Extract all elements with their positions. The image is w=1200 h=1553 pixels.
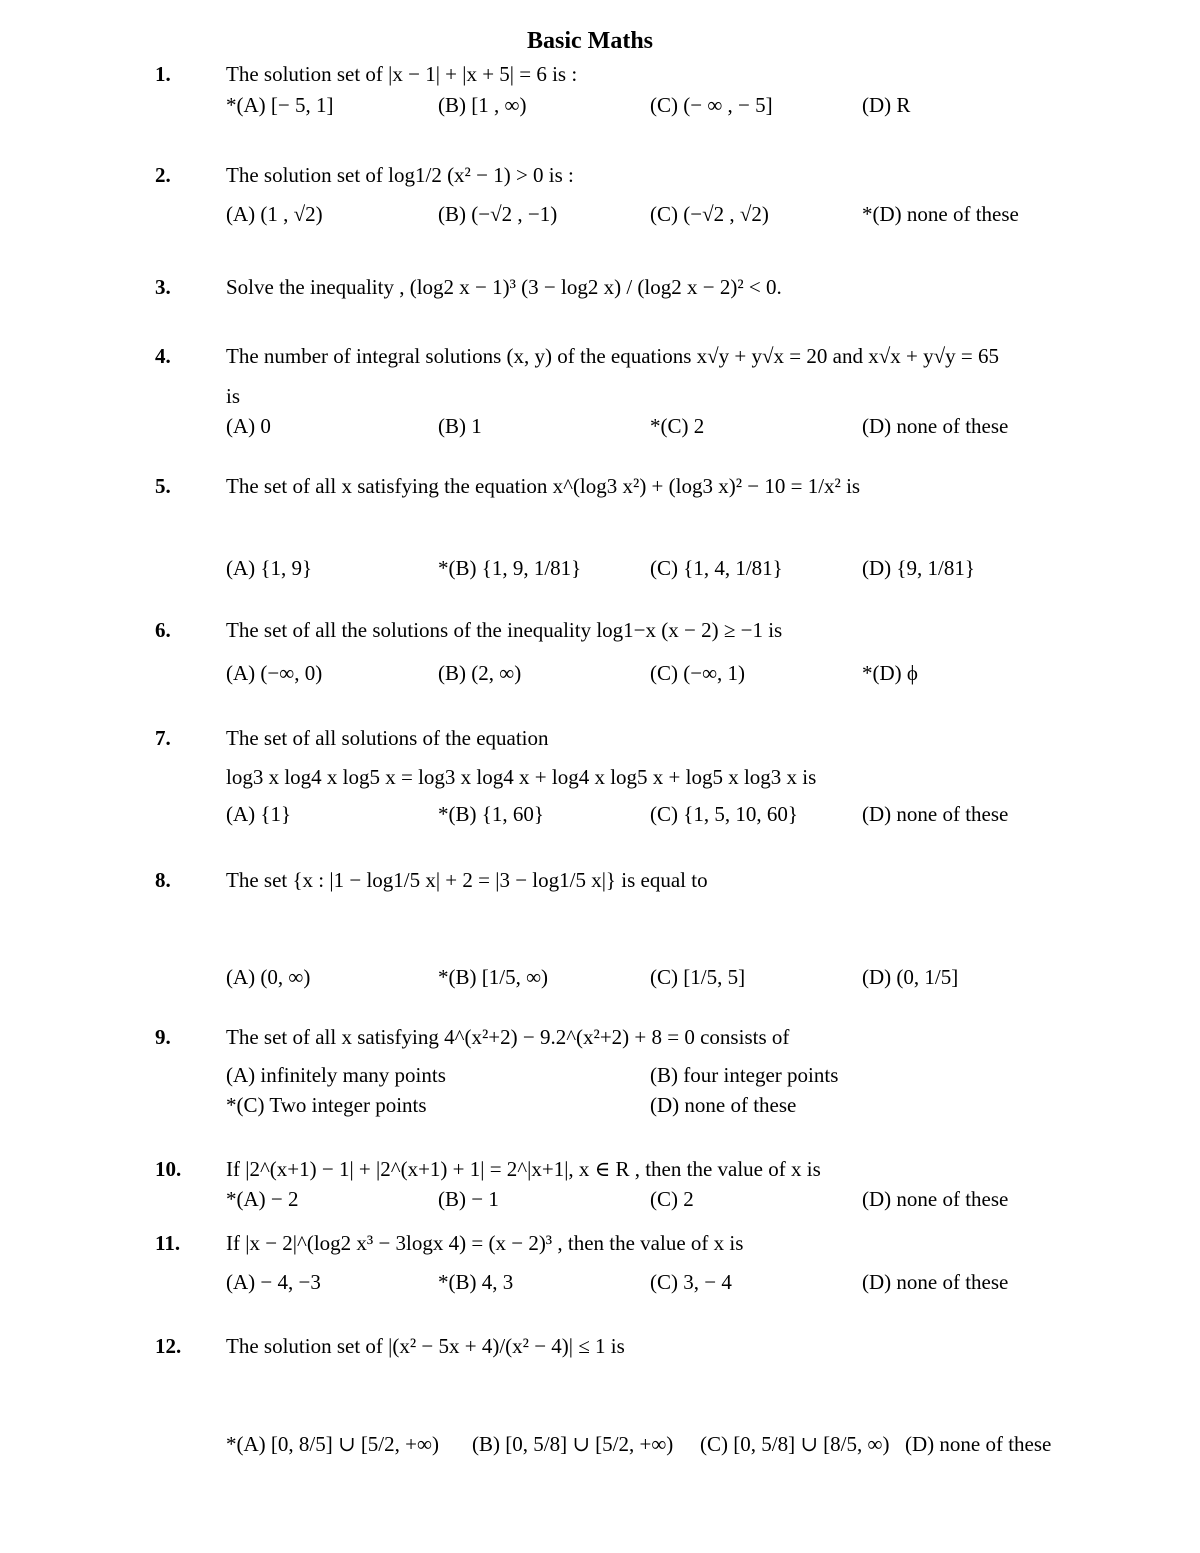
option-c: (C) (−√2 , √2) [650, 202, 769, 226]
question-number: 6. [155, 618, 171, 642]
option-a: (A) 0 [226, 414, 271, 438]
option-c: *(C) 2 [650, 414, 705, 438]
question-number: 5. [155, 474, 171, 498]
option-b: (B) [1 , ∞) [438, 93, 527, 117]
question-text: The solution set of |(x² − 5x + 4)/(x² − 4)| ≤ 1 is [226, 1334, 625, 1358]
option-b: (B) − 1 [438, 1187, 499, 1211]
option-d: (D) none of these [862, 1270, 1009, 1294]
question-text: If |x − 2|^(log2 x³ − 3logx 4) = (x − 2)³ , then the value of x is [226, 1231, 744, 1255]
option-b: (B) four integer points [650, 1063, 839, 1087]
question-number: 10. [155, 1157, 182, 1181]
question-number: 9. [155, 1025, 171, 1049]
option-c: (C) [0, 5/8] ∪ [8/5, ∞) [700, 1432, 890, 1456]
option-c: (C) 3, − 4 [650, 1270, 732, 1294]
option-c: (C) (− ∞ , − 5] [650, 93, 773, 117]
option-c: (C) (−∞, 1) [650, 661, 746, 685]
option-d: (D) R [862, 93, 911, 117]
option-d: (D) (0, 1/5] [862, 965, 959, 989]
option-b: (B) (−√2 , −1) [438, 202, 558, 226]
option-c: (C) 2 [650, 1187, 694, 1211]
question-text: The solution set of log1/2 (x² − 1) > 0 is : [226, 163, 574, 187]
option-a: (A) infinitely many points [226, 1063, 446, 1087]
option-a: *(A) [0, 8/5] ∪ [5/2, +∞) [226, 1432, 439, 1456]
option-d: (D) none of these [650, 1093, 797, 1117]
question-text: The set of all solutions of the equation [226, 726, 549, 750]
option-c: *(C) Two integer points [226, 1093, 427, 1117]
question-number: 11. [155, 1231, 181, 1255]
question-number: 7. [155, 726, 171, 750]
option-d: *(D) ϕ [862, 661, 918, 685]
option-b: *(B) {1, 9, 1/81} [438, 556, 582, 580]
page-title: Basic Maths [527, 28, 653, 54]
option-d: (D) none of these [905, 1432, 1052, 1456]
question-text-continued: log3 x log4 x log5 x = log3 x log4 x + log4 x log5 x + log5 x log3 x is [226, 765, 817, 789]
option-c: (C) {1, 4, 1/81} [650, 556, 783, 580]
option-a: (A) (0, ∞) [226, 965, 311, 989]
question-number: 1. [155, 62, 171, 86]
option-d: (D) none of these [862, 802, 1009, 826]
question-text: The number of integral solutions (x, y) of the equations x√y + y√x = 20 and x√x + y√y = 65 [226, 344, 999, 368]
option-b: (B) [0, 5/8] ∪ [5/2, +∞) [472, 1432, 674, 1456]
option-b: *(B) [1/5, ∞) [438, 965, 549, 989]
question-text: If |2^(x+1) − 1| + |2^(x+1) + 1| = 2^|x+1|, x ∈ R , then the value of x is [226, 1157, 821, 1181]
option-d: (D) none of these [862, 414, 1009, 438]
option-a: (A) (−∞, 0) [226, 661, 323, 685]
option-d: (D) {9, 1/81} [862, 556, 975, 580]
question-text: The set {x : |1 − log1/5 x| + 2 = |3 − log1/5 x|} is equal to [226, 868, 708, 892]
option-d: *(D) none of these [862, 202, 1019, 226]
option-a: *(A) − 2 [226, 1187, 299, 1211]
question-number: 8. [155, 868, 171, 892]
question-text: The solution set of |x − 1| + |x + 5| = 6 is : [226, 62, 578, 86]
question-text: The set of all x satisfying the equation x^(log3 x²) + (log3 x)² − 10 = 1/x² is [226, 474, 861, 498]
option-c: (C) {1, 5, 10, 60} [650, 802, 798, 826]
question-text-continued: is [226, 384, 241, 408]
question-text: Solve the inequality , (log2 x − 1)³ (3 − log2 x) / (log2 x − 2)² < 0. [226, 275, 782, 299]
option-b: *(B) 4, 3 [438, 1270, 514, 1294]
option-a: (A) {1} [226, 802, 292, 826]
question-number: 12. [155, 1334, 182, 1358]
option-a: (A) − 4, −3 [226, 1270, 321, 1294]
option-a: (A) (1 , √2) [226, 202, 323, 226]
question-number: 3. [155, 275, 171, 299]
option-b: (B) (2, ∞) [438, 661, 522, 685]
option-b: (B) 1 [438, 414, 482, 438]
question-text: The set of all x satisfying 4^(x²+2) − 9.2^(x²+2) + 8 = 0 consists of [226, 1025, 790, 1049]
question-number: 4. [155, 344, 171, 368]
option-b: *(B) {1, 60} [438, 802, 544, 826]
question-number: 2. [155, 163, 171, 187]
option-a: (A) {1, 9} [226, 556, 313, 580]
question-text: The set of all the solutions of the inequality log1−x (x − 2) ≥ −1 is [226, 618, 783, 642]
option-d: (D) none of these [862, 1187, 1009, 1211]
option-c: (C) [1/5, 5] [650, 965, 746, 989]
option-a: *(A) [− 5, 1] [226, 93, 334, 117]
